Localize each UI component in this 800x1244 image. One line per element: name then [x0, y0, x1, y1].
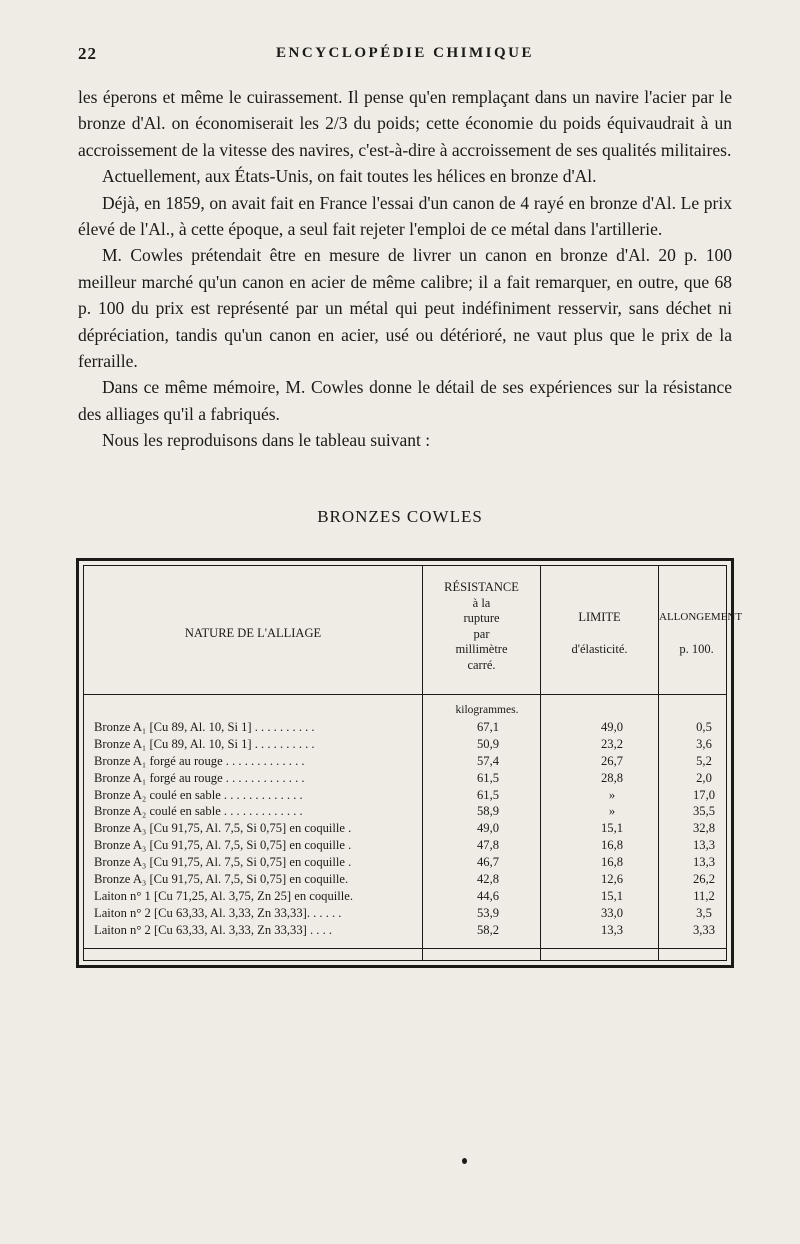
allongement-value: 5,2: [696, 753, 712, 768]
paragraph: Déjà, en 1859, on avait fait en France l'essai d'un canon de 4 rayé en bronze d'Al. Le prix élevé de l'Al., à cette époque, a seul fait rejeter l'emploi de ce métal dans l'artillerie.: [78, 192, 732, 240]
table-row: [92, 854, 722, 871]
header-limite-line: d'élasticité.: [571, 641, 628, 656]
table-row: [92, 719, 722, 736]
table-row: [92, 905, 722, 922]
limite-value: 23,2: [600, 736, 624, 751]
alloy-name: Bronze A₃ [Cu 91,75, Al. 7,5, Si 0,75] en coquille .: [94, 855, 352, 870]
header-limite-line: LIMITE: [578, 610, 621, 624]
paragraph: Dans ce même mémoire, M. Cowles donne le détail de ses expériences sur la résistance des alliages qu'il a fabriqués.: [78, 377, 732, 424]
alloy-name: Bronze A₁ [Cu 89, Al. 10, Si 1] . . . . . . . . . .: [94, 720, 315, 734]
header-nature: NATURE DE L'ALLIAGE: [184, 626, 322, 640]
resistance-value: 58,2: [476, 922, 500, 937]
allongement-value: 13,3: [692, 838, 716, 853]
allongement-value: 3,5: [696, 905, 712, 920]
limite-value: 16,8: [600, 838, 624, 853]
alloy-name: Bronze A₁ forgé au rouge . . . . . . . . . . . . .: [94, 753, 305, 768]
alloy-name: Laiton n° 2 [Cu 63,33, Al. 3,33, Zn 33,33] . . . .: [94, 922, 333, 937]
limite-value: 15,1: [600, 821, 624, 836]
limite-value: 15,1: [600, 888, 624, 903]
units-label: kilogrammes.: [455, 704, 519, 716]
alloy-name: Laiton n° 1 [Cu 71,25, Al. 3,75, Zn 25] en coquille.: [94, 888, 353, 903]
table-row: [92, 888, 722, 905]
running-title: ENCYCLOPÉDIE CHIMIQUE: [276, 45, 534, 61]
header-resistance-line: rupture: [463, 611, 500, 625]
resistance-value: 46,7: [476, 855, 500, 870]
resistance-value: 57,4: [476, 753, 500, 768]
header-rule: [84, 694, 726, 695]
alloy-name: Bronze A₁ forgé au rouge . . . . . . . . . . . . .: [94, 770, 305, 785]
header-allongement: [659, 610, 743, 657]
resistance-value: 61,5: [476, 787, 500, 802]
page-mark: [462, 1158, 467, 1164]
alloy-name: Bronze A₁ [Cu 89, Al. 10, Si 1] . . . . . . . . . .: [94, 736, 315, 751]
table-row: [92, 787, 722, 804]
table-row: [92, 753, 722, 770]
allongement-value: 13,3: [692, 855, 716, 870]
table-row: [92, 820, 722, 837]
body-text: [78, 84, 732, 454]
allongement-value: 32,8: [692, 821, 716, 836]
paragraph: Actuellement, aux États-Unis, on fait toutes les hélices en bronze d'Al.: [102, 166, 597, 187]
header-resistance-line: carré.: [467, 657, 496, 672]
limite-value: »: [608, 804, 616, 819]
alloy-name: Bronze A₂ coulé en sable . . . . . . . . . . . . .: [94, 804, 303, 819]
header-resistance-line: par: [473, 626, 490, 641]
limite-value: 28,8: [600, 770, 624, 785]
header-resistance: [423, 580, 540, 673]
resistance-value: 49,0: [476, 821, 500, 836]
footer-rule: [84, 948, 726, 949]
table-body: [92, 719, 722, 939]
header-allongement-line: p. 100.: [679, 641, 714, 656]
table-inner-frame: [83, 565, 743, 961]
allongement-value: 0,5: [696, 720, 712, 734]
allongement-value: 35,5: [692, 804, 716, 819]
allongement-value: 3,6: [696, 736, 712, 751]
header-resistance-line: à la: [472, 595, 491, 610]
alloy-name: Bronze A₃ [Cu 91,75, Al. 7,5, Si 0,75] en coquille.: [94, 872, 349, 887]
table-row: [92, 736, 722, 753]
alloy-name: Laiton n° 2 [Cu 63,33, Al. 3,33, Zn 33,33]. . . . . .: [94, 905, 342, 920]
allongement-value: 17,0: [692, 787, 716, 802]
resistance-value: 67,1: [476, 720, 500, 734]
header-resistance-line: millimètre: [455, 642, 508, 656]
limite-value: 13,3: [600, 922, 624, 937]
header-resistance-line: RÉSISTANCE: [444, 580, 519, 594]
alloy-name: Bronze A₃ [Cu 91,75, Al. 7,5, Si 0,75] en coquille .: [94, 838, 352, 853]
table-title: BRONZES COWLES: [317, 507, 483, 526]
resistance-value: 53,9: [476, 905, 500, 920]
alloy-name: Bronze A₃ [Cu 91,75, Al. 7,5, Si 0,75] en coquille .: [94, 821, 352, 836]
paragraph: Nous les reproduisons dans le tableau suivant :: [102, 430, 431, 451]
resistance-value: 47,8: [476, 838, 500, 853]
resistance-value: 50,9: [476, 736, 500, 751]
paragraph: M. Cowles prétendait être en mesure de livrer un canon en bronze d'Al. 20 p. 100 meilleur marché qu'un canon en acier de même calibre; il a fait remarquer, en outre, que 68 p. 100 du prix est représenté par un métal qui peut indéfiniment resservir, sans déchet ni dépréciation, tandis qu'un canon en acier, usé ou détérioré, ne vaut plus que le prix de la ferraille.: [78, 245, 732, 372]
limite-value: 16,8: [600, 855, 624, 870]
limite-value: 33,0: [600, 905, 624, 920]
page-number: 22: [78, 44, 97, 63]
limite-value: »: [608, 787, 616, 802]
resistance-value: 58,9: [476, 804, 500, 819]
header-limite: [541, 610, 658, 657]
table-row: [92, 922, 722, 939]
resistance-value: 44,6: [476, 888, 500, 903]
allongement-value: 26,2: [692, 872, 716, 887]
table-row: [92, 770, 722, 787]
allongement-value: 3,33: [692, 922, 716, 937]
limite-value: 49,0: [600, 720, 624, 734]
limite-value: 12,6: [600, 872, 624, 887]
alloy-name: Bronze A₂ coulé en sable . . . . . . . . . . . . .: [94, 787, 303, 802]
limite-value: 26,7: [600, 753, 624, 768]
allongement-value: 11,2: [693, 888, 715, 903]
table-row: [92, 837, 722, 854]
resistance-value: 42,8: [476, 872, 500, 887]
allongement-value: 2,0: [696, 770, 712, 785]
paragraph: les éperons et même le cuirassement. Il pense qu'en remplaçant dans un navire l'acier par le bronze d'Al. on économiserait les 2/3 du poids; cette économie du poids équivaudrait à un accroissement de la vitesse des navires, c'est-à-dire à accroissement de ses qualités militaires.: [78, 87, 732, 160]
resistance-value: 61,5: [476, 770, 500, 785]
header-allongement-line: ALLONGEMENT: [659, 611, 743, 623]
running-header: [78, 44, 732, 66]
table-row: [92, 871, 722, 888]
table-row: [92, 803, 722, 820]
alloy-table: [76, 558, 743, 968]
